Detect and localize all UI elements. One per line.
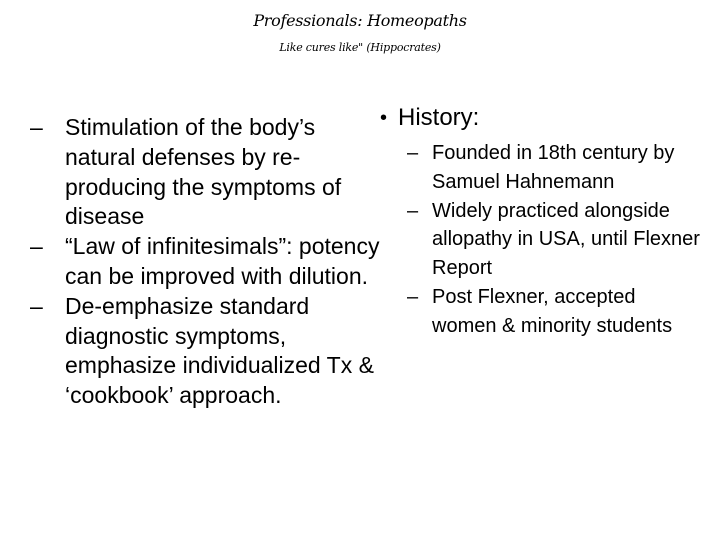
slide-title: Professionals: Homeopaths: [253, 11, 467, 30]
bullet-marker: •: [380, 107, 388, 129]
dash-marker: –: [30, 233, 43, 260]
left-item-text: “Law of infinitesimals”: potency can be improved with dilution.: [65, 233, 380, 289]
dash-marker: –: [30, 292, 43, 319]
left-item-text: Stimulation of the body’s natural defenses by re-producing the symptoms of disease: [65, 114, 342, 230]
history-item-practiced: [380, 197, 700, 283]
history-heading: [380, 103, 700, 133]
dash-marker: –: [30, 114, 43, 140]
left-item-text: De-emphasize standard diagnostic symptoms, emphasize individualized Tx & ‘cookbook’ approach.: [65, 292, 374, 409]
history-item-text: Founded in 18th century by Samuel Hahnemann: [432, 142, 675, 193]
slide-subtitle: Like cures like" (Hippocrates): [279, 41, 441, 54]
dash-marker: –: [407, 285, 419, 308]
left-column: [30, 113, 390, 411]
dash-marker: –: [407, 142, 419, 164]
history-item-text: Post Flexner, accepted women & minority students: [432, 285, 673, 337]
left-item-stimulation: [30, 113, 390, 232]
left-item-de-emphasize: [30, 292, 390, 411]
history-heading-text: History:: [398, 104, 480, 131]
right-column: [380, 103, 700, 341]
history-item-post-flexner: [380, 283, 700, 341]
left-item-infinitesimals: [30, 232, 390, 292]
history-item-founded: [380, 139, 700, 197]
dash-marker: –: [407, 199, 419, 222]
history-item-text: Widely practiced alongside allopathy in USA, until Flexner Report: [432, 199, 700, 280]
